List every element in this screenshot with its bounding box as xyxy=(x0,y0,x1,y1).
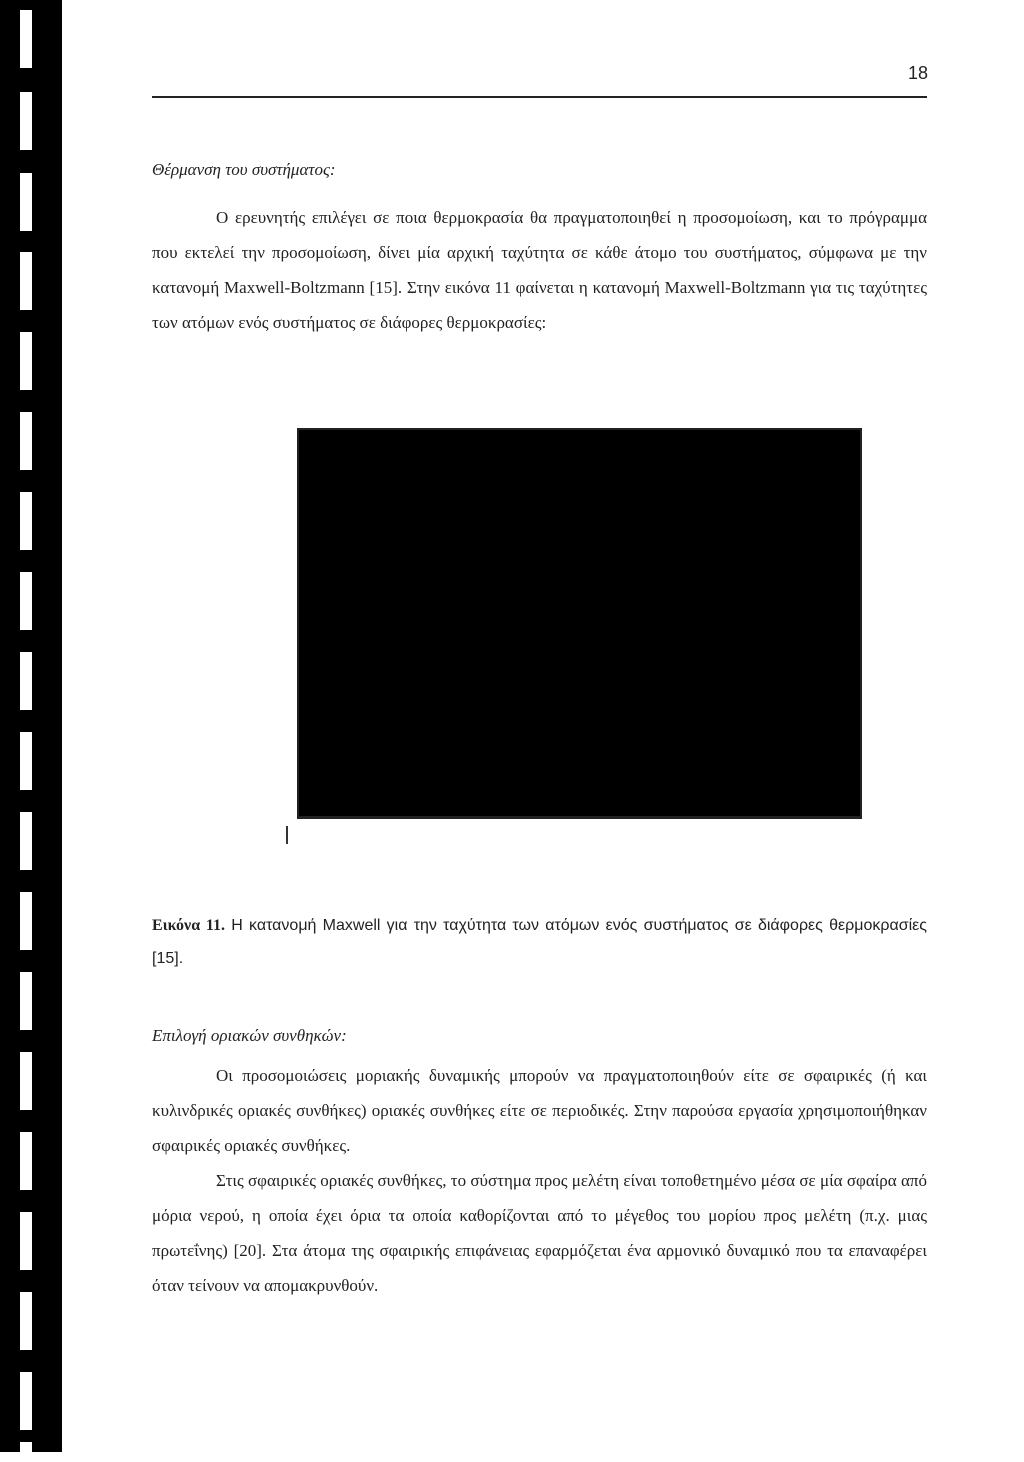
paragraph-spherical-conditions: Στις σφαιρικές οριακές συνθήκες, το σύστημα προς μελέτη είναι τοποθετημένο μέσα σε μία σφαίρα από μόρια νερού, η οποία έχει όρια τα οποία καθορίζονται από το μέγεθος του μορίου προς μελέτη (π.χ. μιας πρωτεΐνης) [20]. Στα άτομα της σφαιρικής επιφάνειας εφαρμόζεται ένα αρμονικό δυναμικό που τα επαναφέρει όταν τείνουν να απομακρυνθούν. xyxy=(152,1171,927,1295)
paragraph-boundary-intro: Οι προσομοιώσεις μοριακής δυναμικής μπορούν να πραγματοποιηθούν είτε σε σφαιρικές (ή και κυλινδρικές οριακές συνθήκες) οριακές συνθήκες είτε σε περιοδικές. Στην παρούσα εργασία χρησιμοποιήθηκαν σφαιρικές οριακές συνθήκες. xyxy=(152,1066,927,1155)
header-rule xyxy=(152,96,927,98)
film-perforation xyxy=(20,1442,32,1462)
film-perforation xyxy=(20,492,32,550)
film-perforation xyxy=(20,252,32,310)
film-perforation xyxy=(20,892,32,950)
film-perforation xyxy=(20,1212,32,1270)
heading-boundary-conditions: Επιλογή οριακών συνθηκών: xyxy=(152,1026,347,1045)
figure-axis-mark xyxy=(286,826,288,844)
heading-system-heating: Θέρμανση του συστήματος: xyxy=(152,160,336,179)
film-perforation xyxy=(20,1052,32,1110)
film-perforation xyxy=(20,732,32,790)
figure-caption-text: Η κατανομή Maxwell για την ταχύτητα των ατόμων ενός συστήματος σε διάφορες θερμοκρασίες [15]. xyxy=(152,917,927,967)
film-perforation xyxy=(20,332,32,390)
figure-caption xyxy=(152,909,927,975)
film-strip-border xyxy=(0,0,62,1452)
film-perforation xyxy=(20,412,32,470)
film-perforation xyxy=(20,972,32,1030)
film-perforation xyxy=(20,572,32,630)
film-perforation xyxy=(20,1292,32,1350)
film-perforation xyxy=(20,652,32,710)
film-perforation xyxy=(20,1372,32,1430)
film-perforation xyxy=(20,812,32,870)
film-perforation xyxy=(20,173,32,231)
film-perforation xyxy=(20,1132,32,1190)
figure-image xyxy=(297,428,862,819)
film-perforation xyxy=(20,10,32,68)
film-perforation xyxy=(20,92,32,150)
figure-caption-label: Εικόνα 11. xyxy=(152,917,226,934)
page-number: 18 xyxy=(907,63,928,83)
paragraph-heating: Ο ερευνητής επιλέγει σε ποια θερμοκρασία θα πραγματοποιηθεί η προσομοίωση, και το πρόγραμμα που εκτελεί την προσομοίωση, δίνει μία αρχική ταχύτητα σε κάθε άτομο του συστήματος, σύμφωνα με την κατανομή Maxwell-Boltzmann [15]. Στην εικόνα 11 φαίνεται η κατανομή Maxwell-Boltzmann για τις ταχύτητες των ατόμων ενός συστήματος σε διάφορες θερμοκρασίες: xyxy=(152,208,927,332)
